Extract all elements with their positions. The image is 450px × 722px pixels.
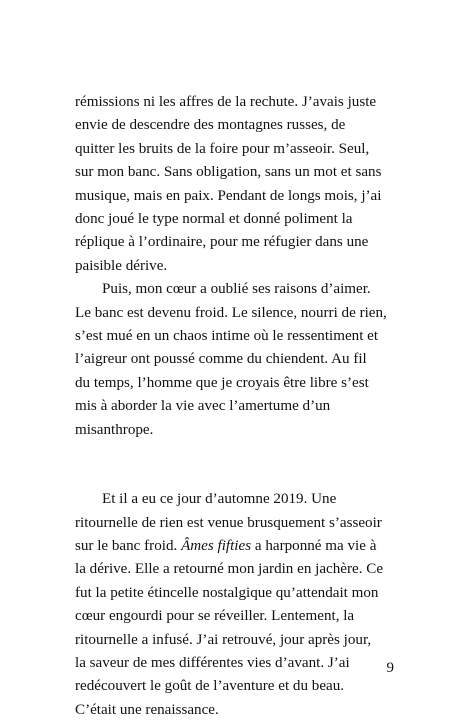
text-line: fut la petite étincelle nostalgique qu’attendait mon (75, 584, 379, 601)
text-line: redécouvert le goût de l’aventure et du beau. (75, 678, 345, 695)
text-line: réplique à l’ordinaire, pour me réfugier dans une (75, 234, 369, 251)
text-line: envie de descendre des montagnes russes, de (75, 117, 346, 134)
text-line: Puis, mon cœur a oublié ses raisons d’aimer. (102, 281, 371, 298)
paragraph-1 (75, 91, 395, 278)
text-line: rémissions ni les affres de la rechute. J’avais juste (75, 94, 377, 110)
text-line (75, 535, 395, 558)
text-run: a harponné ma vie à (254, 537, 377, 554)
text-line: mis à aborder la vie avec l’amertume d’un (75, 398, 331, 415)
section-gap (75, 465, 395, 488)
text-line: quitter les bruits de la foire pour m’asseoir. Seul, (75, 140, 370, 157)
text-line: musique, mais en paix. Pendant de longs mois, j’ai (75, 187, 382, 204)
text-line: paisible dérive. (75, 257, 168, 274)
text-line: la saveur de mes différentes vies d’avant. J’ai (75, 654, 350, 671)
paragraph-2 (75, 278, 395, 442)
text-line: s’est mué en un chaos intime où le ressentiment et (75, 328, 379, 345)
text-line: Le banc est devenu froid. Le silence, nourri de rien, (75, 304, 387, 321)
text-line: l’aigreur ont poussé comme du chiendent. Au fil (75, 351, 367, 368)
text-line: ritournelle a infusé. J’ai retrouvé, jour après jour, (75, 631, 372, 648)
text-line: ritournelle de rien est venue brusquement s’asseoir (75, 514, 382, 531)
text-line: cœur engourdi pour se réveiller. Lentement, la (75, 608, 355, 625)
page-number: 9 (386, 660, 394, 676)
text-run: sur le banc froid. (75, 537, 178, 554)
text-line: misanthrope. (75, 421, 154, 438)
paragraph-3 (75, 488, 395, 722)
text-line: donc joué le type normal et donné poliment la (75, 211, 353, 228)
text-line: la dérive. Elle a retourné mon jardin en jachère. Ce (75, 561, 384, 578)
section-gap (75, 442, 395, 465)
text-line: sur mon banc. Sans obligation, sans un mot et sans (75, 164, 382, 181)
text-line: du temps, l’homme que je croyais être libre s’est (75, 374, 369, 391)
body-text (75, 91, 395, 722)
book-title: Âmes fifties (181, 537, 252, 554)
text-line: C’était une renaissance. (75, 701, 219, 718)
text-line: Et il a eu ce jour d’automne 2019. Une (102, 491, 337, 508)
